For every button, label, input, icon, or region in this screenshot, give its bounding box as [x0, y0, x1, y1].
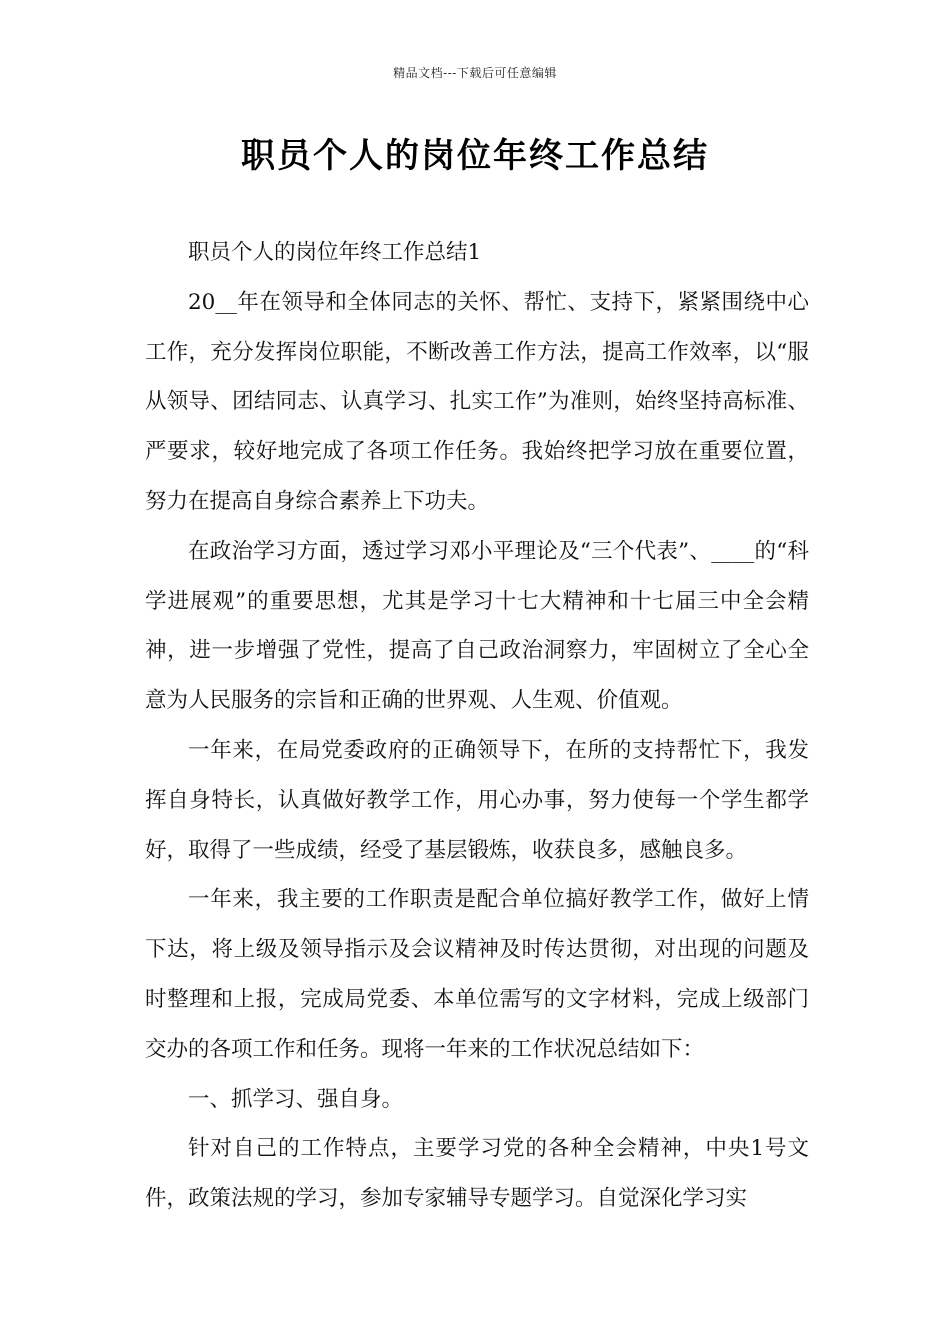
body-paragraph: 在政治学习方面，透过学习邓小平理论及“三个代表”、____的“科学进展观”的重要思想，尤其是学习十七大精神和十七届三中全会精神，进一步增强了党性，提高了自己政治洞察力，牢固树立了全心全意为人民服务的宗旨和正确的世界观、人生观、价值观。: [145, 538, 809, 714]
body-paragraph: 一年来，在局党委政府的正确领导下，在所的支持帮忙下，我发挥自身特长，认真做好教学工作，用心办事，努力使每一个学生都学好，取得了一些成绩，经受了基层锻炼，收获良多，感触良多。: [145, 737, 809, 863]
document-body: [145, 228, 809, 1224]
document-title: 职员个人的岗位年终工作总结: [241, 136, 709, 176]
subtitle-paragraph: 职员个人的岗位年终工作总结1: [188, 240, 482, 265]
body-paragraph: 20__年在领导和全体同志的关怀、帮忙、支持下，紧紧围绕中心工作，充分发挥岗位职能，不断改善工作方法，提高工作效率，以“服从领导、团结同志、认真学习、扎实工作”为准则，始终坚持高标准、严要求，较好地完成了各项工作任务。我始终把学习放在重要位置，努力在提高自身综合素养上下功夫。: [145, 289, 809, 514]
header-note: 精品文档---下载后可任意编辑: [393, 66, 557, 80]
body-paragraph: 针对自己的工作特点，主要学习党的各种全会精神，中央1号文件，政策法规的学习，参加专家辅导专题学习。自觉深化学习实: [145, 1136, 809, 1212]
section-heading: 一、抓学习、强自身。: [188, 1086, 404, 1112]
body-paragraph: 一年来，我主要的工作职责是配合单位搞好教学工作，做好上情下达，将上级及领导指示及会议精神及时传达贯彻，对出现的问题及时整理和上报，完成局党委、本单位需写的文字材料，完成上级部门交办的各项工作和任务。现将一年来的工作状况总结如下：: [145, 887, 809, 1062]
